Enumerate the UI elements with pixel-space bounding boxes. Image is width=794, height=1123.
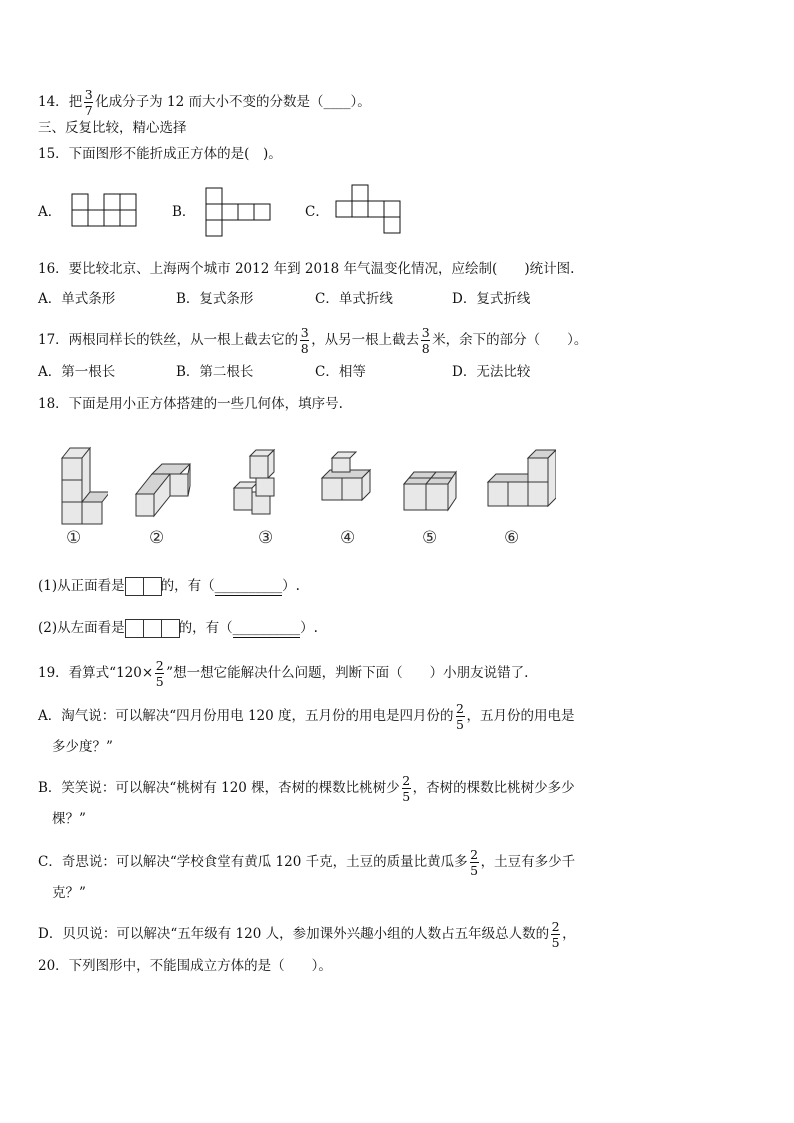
option-a-continued: 多少度？”: [52, 739, 113, 755]
figure-label-6: ⑥: [504, 528, 520, 548]
question-18: 18．下面是用小正方体搭建的一些几何体，填序号.: [38, 396, 343, 412]
block-figure-5: [400, 440, 460, 530]
option-a[interactable]: A．单式条形: [38, 291, 116, 307]
question-18-part-1: (1)从正面看是 的，有（__________）.: [38, 578, 300, 594]
answer-blank[interactable]: __________: [214, 578, 283, 594]
cube-net-c: [334, 183, 406, 235]
fraction: $\frac{3}{7}$: [84, 87, 93, 118]
block-figure-1: [58, 440, 108, 530]
fraction: $\frac{2}{5}$: [551, 919, 560, 950]
option-a[interactable]: A．第一根长: [38, 364, 116, 380]
option-a[interactable]: A．: [38, 204, 62, 220]
question-16: 16．要比较北京、上海两个城市 2012 年到 2018 年气温变化情况，应绘制( )统计图.: [38, 261, 575, 277]
figure-label-3: ③: [258, 528, 274, 548]
question-19: 19．看算式“120× $\frac{2}{5}$ ”想一想它能解决什么问题，判断下面（ ）小朋友说错了.: [38, 658, 529, 689]
question-17: 17．两根同样长的铁丝，从一根上截去它的 $\frac{3}{8}$ ，从另一根上截去 $\frac{3}{8}$ 米，余下的部分（ ）。: [38, 325, 588, 356]
fraction: $\frac{2}{5}$: [470, 847, 479, 878]
option-c[interactable]: C．: [305, 204, 329, 220]
fraction: $\frac{2}{5}$: [402, 773, 411, 804]
figure-label-1: ①: [66, 528, 82, 548]
block-figure-4: [318, 440, 372, 530]
option-c[interactable]: C．相等: [315, 364, 366, 380]
question-14: 14．把 $\frac{3}{7}$ 化成分子为 12 而大小不变的分数是（____）。: [38, 87, 371, 118]
fraction: $\frac{2}{5}$: [456, 701, 464, 732]
option-d[interactable]: D．无法比较: [452, 364, 531, 380]
section-heading: 三、反复比较，精心选择: [38, 120, 187, 136]
fraction: $\frac{3}{8}$: [421, 325, 430, 356]
option-b[interactable]: B．第二根长: [176, 364, 254, 380]
figure-label-2: ②: [149, 528, 165, 548]
question-15: 15．下面图形不能折成正方体的是( )。: [38, 146, 282, 162]
option-b[interactable]: B．复式条形: [176, 291, 254, 307]
question-20: 20．下列图形中，不能围成立方体的是（ ）。: [38, 958, 332, 974]
option-c[interactable]: C．单式折线: [315, 291, 393, 307]
figure-label-5: ⑤: [422, 528, 438, 548]
option-c[interactable]: C．奇思说：可以解决“学校食堂有黄瓜 120 千克，土豆的质量比黄瓜多 $\frac{2}{5}$ ，土豆有多少千: [38, 847, 576, 878]
option-c-continued: 克？”: [52, 885, 86, 901]
figure-label-4: ④: [340, 528, 356, 548]
option-d[interactable]: D．贝贝说：可以解决“五年级有 120 人，参加课外兴趣小组的人数占五年级总人数的 $\frac{2}{5}$ ，: [38, 919, 576, 950]
answer-blank[interactable]: __________: [232, 620, 301, 636]
option-d[interactable]: D．复式折线: [452, 291, 531, 307]
cube-net-b: [204, 186, 274, 240]
front-view-figure: [125, 578, 161, 594]
option-a[interactable]: A．淘气说：可以解决“四月份用电 120 度，五月份的用电是四月份的 $\frac{2}{5}$ ，五月份的用电是: [38, 701, 575, 732]
option-b[interactable]: B．笑笑说：可以解决“桃树有 120 棵，杏树的棵数比桃树少 $\frac{2}{5}$ ，杏树的棵数比桃树少多少: [38, 773, 575, 804]
block-figure-6: [484, 440, 556, 530]
block-figure-3: [228, 440, 288, 530]
option-b-continued: 棵？”: [52, 811, 86, 827]
block-figure-2: [132, 440, 196, 530]
answer-blank[interactable]: ____: [323, 94, 351, 110]
cube-net-a: [70, 192, 140, 228]
option-b[interactable]: B．: [172, 204, 196, 220]
fraction: $\frac{2}{5}$: [155, 658, 164, 689]
question-18-part-2: (2)从左面看是 的，有（__________）.: [38, 620, 318, 636]
left-view-figure: [125, 620, 179, 636]
fraction: $\frac{3}{8}$: [300, 325, 309, 356]
